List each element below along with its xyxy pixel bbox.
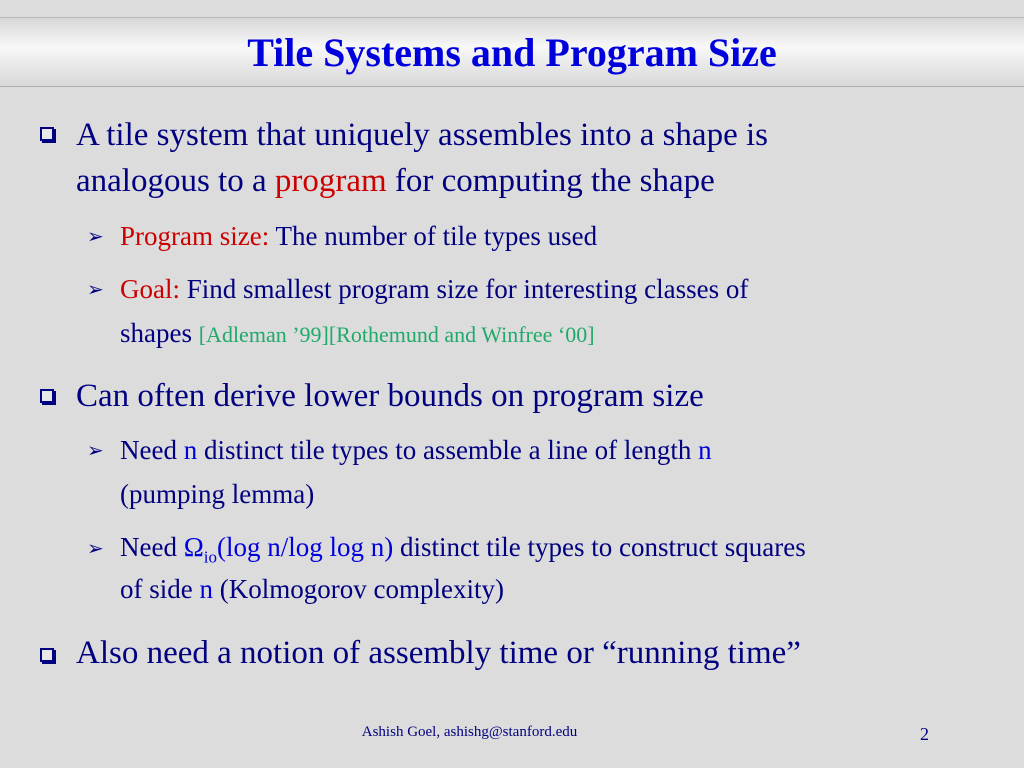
- bullet-1-text-a: analogous to a: [76, 163, 275, 199]
- program-size-label: Program size:: [120, 221, 270, 251]
- program-highlight: program: [274, 163, 387, 199]
- square-bullet-icon: [40, 648, 54, 662]
- goal-text-shapes: shapes: [120, 318, 199, 348]
- bullet-1-line-1: A tile system that uniquely assembles into a shape is: [76, 117, 768, 153]
- sub-bullet-goal-line-2: [120, 311, 595, 357]
- bullet-3-line-1: Also need a notion of assembly time or “running time”: [76, 635, 801, 671]
- square-bullet-icon: [40, 389, 54, 403]
- bullet-2-line-1: Can often derive lower bounds on program size: [76, 378, 704, 414]
- side-text: of side: [120, 574, 200, 604]
- omega-subscript: io: [203, 547, 218, 567]
- sub-bullet-program-size: [120, 214, 597, 258]
- squares-text: distinct tile types to construct squares: [393, 532, 806, 562]
- arrow-bullet-icon: ➢: [87, 224, 104, 248]
- program-size-text: The number of tile types used: [269, 221, 598, 251]
- goal-text: Find smallest program size for interesting classes of: [180, 274, 749, 304]
- arrow-bullet-icon: ➢: [87, 277, 104, 301]
- pumping-lemma-text: (pumping lemma): [120, 479, 315, 509]
- slide-title: Tile Systems and Program Size: [247, 30, 777, 75]
- goal-label: Goal:: [120, 274, 180, 304]
- citation: [Adleman ’99][Rothemund and Winfree ‘00]: [198, 322, 595, 347]
- omega-expression: (log n/log log n): [217, 532, 394, 562]
- sub-bullet-omega-line-2: [120, 567, 504, 611]
- sub-bullet-need-n: [120, 428, 712, 472]
- need-text: Need: [120, 532, 184, 562]
- page-number: 2: [920, 724, 929, 744]
- omega-symbol: Ω: [183, 532, 204, 562]
- kolmogorov-text: (Kolmogorov complexity): [212, 574, 504, 604]
- bullet-1-line-2: [76, 158, 715, 204]
- need-text: Need: [120, 435, 184, 465]
- n-variable: n: [183, 435, 198, 465]
- n-variable: n: [199, 574, 213, 604]
- n-variable: n: [698, 435, 712, 465]
- footer-author: Ashish Goel, ashishg@stanford.edu: [361, 724, 578, 740]
- bullet-1-text-c: for computing the shape: [386, 163, 715, 199]
- arrow-bullet-icon: ➢: [87, 536, 104, 560]
- square-bullet-icon: [40, 127, 54, 141]
- arrow-bullet-icon: ➢: [87, 438, 104, 462]
- line-length-text: distinct tile types to assemble a line of length: [197, 435, 699, 465]
- sub-bullet-goal: [120, 267, 748, 311]
